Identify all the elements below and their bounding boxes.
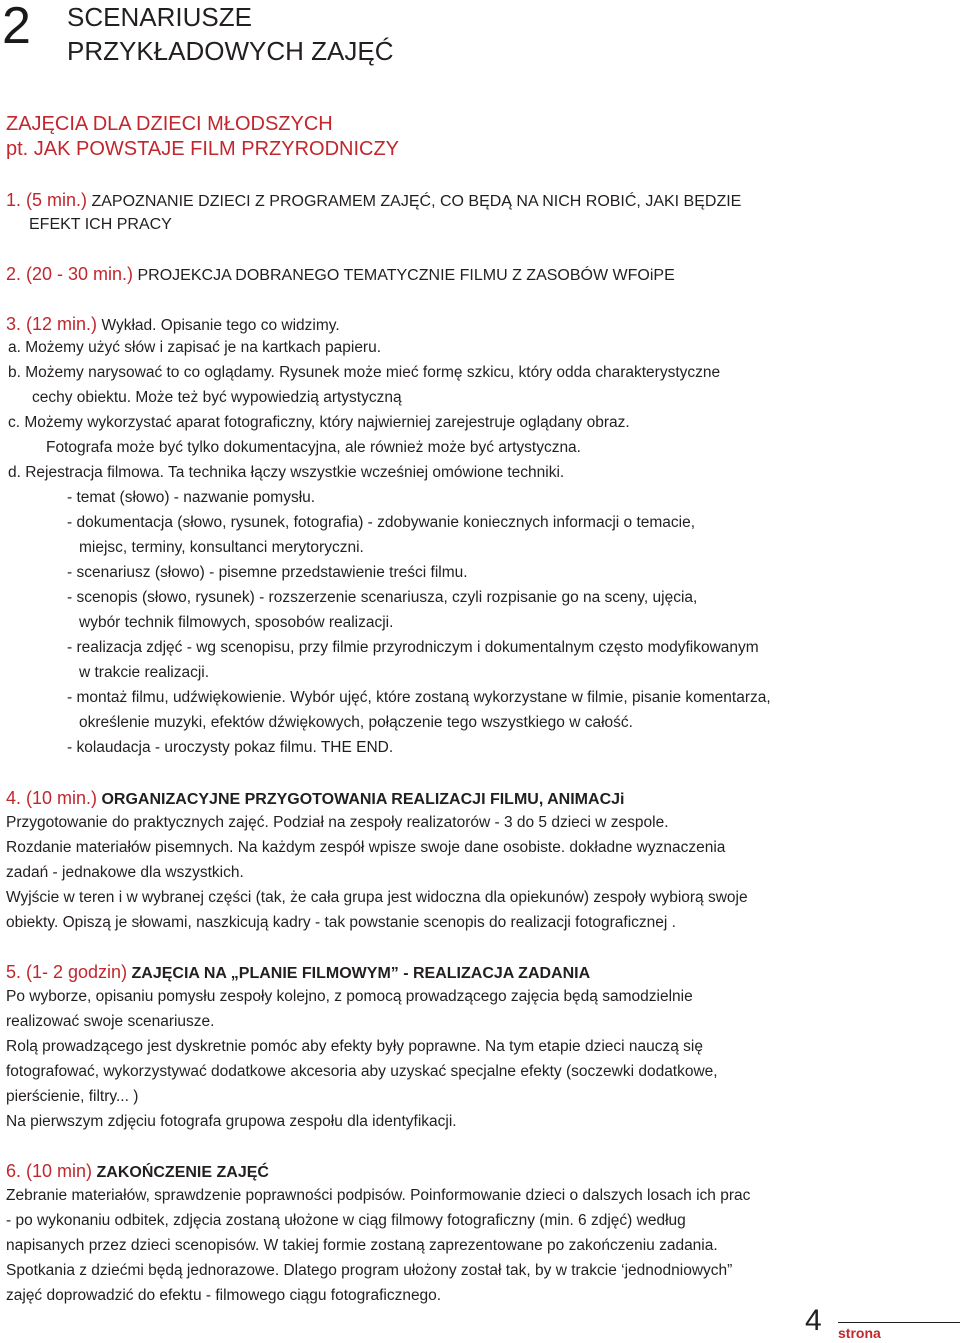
section-3-number: 3. (12 min.) <box>6 314 98 334</box>
chapter-number: 2 <box>2 0 31 55</box>
footer-divider <box>838 1322 960 1323</box>
chapter-title-line-2: PRZYKŁADOWYCH ZAJĘĆ <box>67 36 394 66</box>
section-6-heading <box>6 1159 269 1185</box>
s3-item-montaz: - montaż filmu, udźwiękowienie. Wybór ujęć, które zostaną wykorzystane w filmie, pisanie komentarza, <box>67 689 771 706</box>
s3-item-scenopis: - scenopis (słowo, rysunek) - rozszerzenie scenariusza, czyli rozpisanie go na sceny, ujęcia, <box>67 589 698 606</box>
section-1-number: 1. (5 min.) <box>6 190 88 210</box>
section-5-number: 5. (1- 2 godzin) <box>6 962 128 982</box>
s3-item-scenariusz: - scenariusz (słowo) - pisemne przedstawienie treści filmu. <box>67 564 468 581</box>
section-1-title: ZAPOZNANIE DZIECI Z PROGRAMEM ZAJĘĆ, CO BĘDĄ NA NICH ROBIĆ, JAKI BĘDZIE <box>91 193 742 210</box>
section-4-number: 4. (10 min.) <box>6 788 98 808</box>
s5-line-6: Na pierwszym zdjęciu fotografa grupowa zespołu dla identyfikacji. <box>6 1113 457 1130</box>
s6-line-2: - po wykonaniu odbitek, zdjęcia zostaną ułożone w ciąg filmowy fotograficzny (min. 6 zdjęć) według <box>6 1212 686 1229</box>
s6-line-4: Spotkania z dziećmi będą jednorazowe. Dlatego program ułożony został tak, by w trakcie ‘jednodniowych” <box>6 1262 733 1279</box>
s5-line-5: pierścienie, filtry... ) <box>6 1088 139 1105</box>
s4-line-1: Przygotowanie do praktycznych zajęć. Podział na zespoły realizatorów - 3 do 5 dzieci w zespole. <box>6 814 669 831</box>
s6-line-3: napisanych przez dzieci scenopisów. W takiej formie zostaną zaprezentowane po zakończeniu zadania. <box>6 1237 718 1254</box>
section-2-title: PROJEKCJA DOBRANEGO TEMATYCZNIE FILMU Z ZASOBÓW WFOiPE <box>137 267 675 284</box>
section-2-number: 2. (20 - 30 min.) <box>6 264 134 284</box>
section-4-title: ORGANIZACYJNE PRZYGOTOWANIA REALIZACJI FILMU, ANIMACJi <box>101 791 625 808</box>
s3-item-montaz-cont: określenie muzyki, efektów dźwiękowych, połączenie tego wszystkiego w całość. <box>79 714 633 731</box>
section-4-heading <box>6 786 624 812</box>
s3-item-temat: - temat (słowo) - nazwanie pomysłu. <box>67 489 316 506</box>
s3-line-b: b. Możemy narysować to co oglądamy. Rysunek może mieć formę szkicu, który odda charakterystyczne <box>8 364 721 381</box>
s4-line-4: Wyjście w teren i w wybranej części (tak, że cała grupa jest widoczna dla opiekunów) zespoły wybiorą swoje <box>6 889 748 906</box>
s3-line-b-cont: cechy obiektu. Może też być wypowiedzią artystyczną <box>32 389 402 406</box>
lesson-title-line-1: ZAJĘCIA DLA DZIECI MŁODSZYCH <box>6 113 333 135</box>
chapter-title <box>67 0 394 68</box>
lesson-title-line-2: pt. JAK POWSTAJE FILM PRZYRODNICZY <box>6 138 400 160</box>
s6-line-5: zajęć doprowadzić do efektu - filmowego ciągu fotograficznego. <box>6 1287 442 1304</box>
s3-line-d: d. Rejestracja filmowa. Ta technika łączy wszystkie wcześniej omówione techniki. <box>8 464 565 481</box>
s6-line-1: Zebranie materiałów, sprawdzenie poprawności podpisów. Poinformowanie dzieci o dalszych losach ich prac <box>6 1187 751 1204</box>
section-1-title-cont: EFEKT ICH PRACY <box>29 216 172 233</box>
section-3-title: Wykład. Opisanie tego co widzimy. <box>101 317 340 334</box>
s3-item-realizacja: - realizacja zdjęć - wg scenopisu, przy filmie przyrodniczym i dokumentalnym często modyfikowanym <box>67 639 759 656</box>
s3-item-kolaudacja: - kolaudacja - uroczysty pokaz filmu. THE END. <box>67 739 394 756</box>
section-1-heading <box>6 188 741 214</box>
s4-line-5: obiekty. Opiszą je słowami, naszkicują kadry - tak powstanie scenopis do realizacji fotograficznej . <box>6 914 676 931</box>
s5-line-2: realizować swoje scenariusze. <box>6 1013 215 1030</box>
page-number: 4 <box>805 1304 822 1337</box>
s3-item-realizacja-cont: w trakcie realizacji. <box>79 664 210 681</box>
section-6-number: 6. (10 min) <box>6 1161 93 1181</box>
s3-item-dokumentacja-cont: miejsc, terminy, konsultanci merytoryczni. <box>79 539 364 556</box>
section-3-heading <box>6 312 340 338</box>
s3-line-c: c. Możemy wykorzystać aparat fotograficzny, który najwierniej zarejestruje oglądany obraz. <box>8 414 630 431</box>
section-5-title: ZAJĘCIA NA „PLANIE FILMOWYM” - REALIZACJA ZADANIA <box>131 965 591 982</box>
s3-line-c-cont: Fotografa może być tylko dokumentacyjna, ale również może być artystyczna. <box>46 439 581 456</box>
s3-item-scenopis-cont: wybór technik filmowych, sposobów realizacji. <box>79 614 394 631</box>
section-5-heading <box>6 960 590 986</box>
s4-line-3: zadań - jednakowe dla wszystkich. <box>6 864 244 881</box>
s4-line-2: Rozdanie materiałów pisemnych. Na każdym zespół wpisze swoje dane osobiste. dokładne wyznaczenia <box>6 839 726 856</box>
s5-line-1: Po wyborze, opisaniu pomysłu zespoły kolejno, z pomocą prowadzącego zajęcia będą samodzielnie <box>6 988 693 1005</box>
s5-line-3: Rolą prowadzącego jest dyskretnie pomóc aby efekty były poprawne. Na tym etapie dzieci nauczą się <box>6 1038 704 1055</box>
chapter-title-line-1: SCENARIUSZE <box>67 2 252 32</box>
section-6-title: ZAKOŃCZENIE ZAJĘĆ <box>96 1164 269 1181</box>
section-2-heading <box>6 262 675 288</box>
s3-item-dokumentacja: - dokumentacja (słowo, rysunek, fotografia) - zdobywanie koniecznych informacji o temacie, <box>67 514 696 531</box>
s5-line-4: fotografować, wykorzystywać dodatkowe akcesoria aby uzyskać specjalne efekty (soczewki dodatkowe, <box>6 1063 718 1080</box>
page-label: strona <box>838 1325 881 1341</box>
s3-line-a: a. Możemy użyć słów i zapisać je na kartkach papieru. <box>8 339 382 356</box>
